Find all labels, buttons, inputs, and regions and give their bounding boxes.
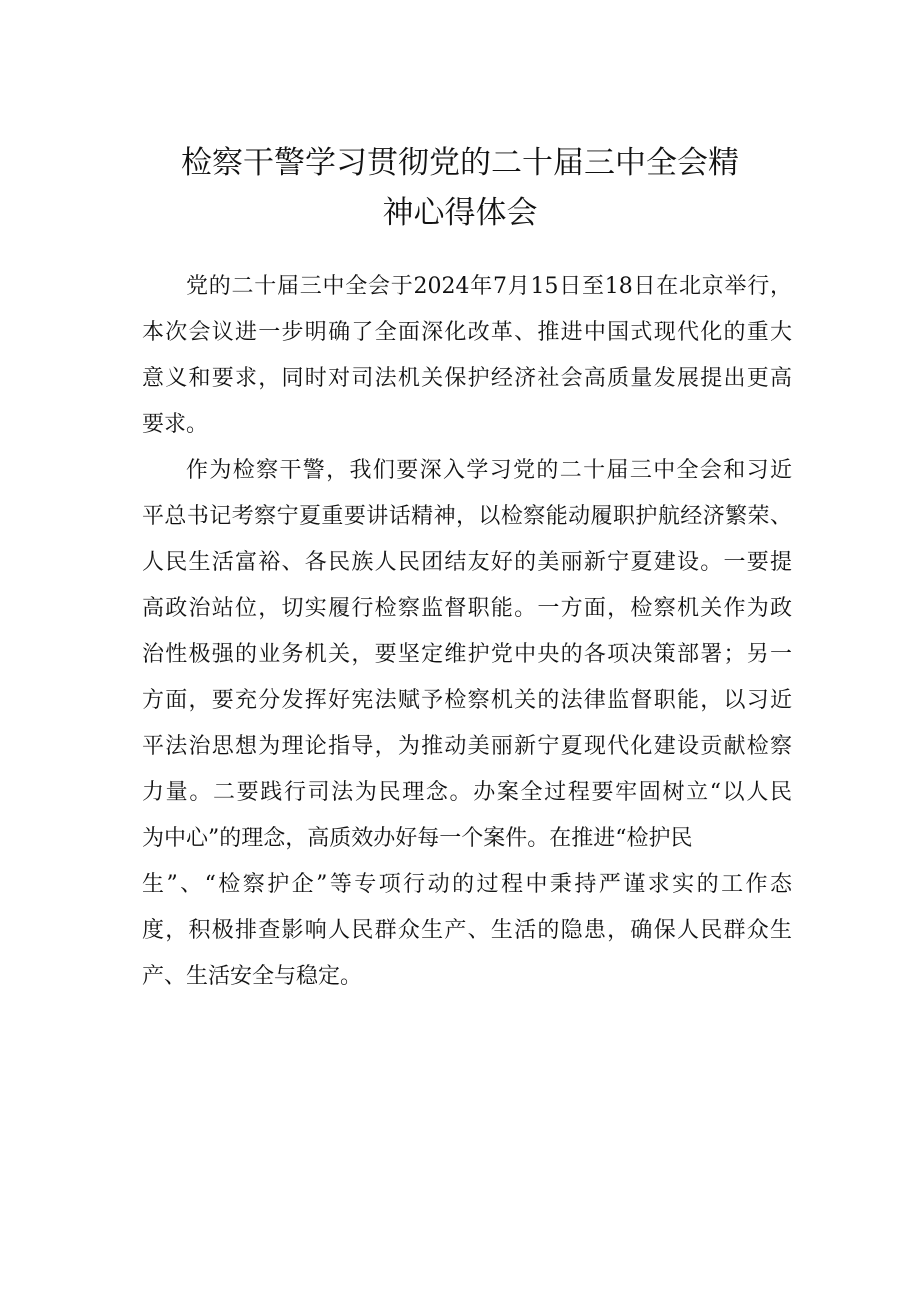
- paragraph-1: [142, 264, 792, 448]
- paragraph-2: [142, 448, 792, 1000]
- paragraph-line: 为中心”的理念，高质效办好每一个案件。在推进“检护民: [142, 826, 693, 851]
- paragraph-line: 人民生活富裕、各民族人民团结友好的美丽新宁夏建设。一要提: [142, 550, 792, 575]
- document-body: [142, 264, 792, 1000]
- paragraph-line: 党的二十届三中全会于2024年7月15日至18日在北京举行，: [186, 274, 792, 299]
- paragraph-line: 本次会议进一步明确了全面深化改革、推进中国式现代化的重大: [142, 320, 792, 345]
- paragraph-line: 方面，要充分发挥好宪法赋予检察机关的法律监督职能，以习近: [142, 688, 792, 713]
- paragraph-line: 力量。二要践行司法为民理念。办案全过程要牢固树立“以人民: [142, 780, 792, 805]
- paragraph-line: 平总书记考察宁夏重要讲话精神，以检察能动履职护航经济繁荣、: [142, 504, 792, 529]
- paragraph-line: 产、生活安全与稳定。: [142, 964, 363, 989]
- paragraph-line: 生”、“检察护企”等专项行动的过程中秉持严谨求实的工作态: [142, 872, 792, 897]
- document-title: [140, 138, 780, 238]
- paragraph-line: 高政治站位，切实履行检察监督职能。一方面，检察机关作为政: [142, 596, 792, 621]
- paragraph-line: 要求。: [142, 412, 209, 437]
- paragraph-line: 平法治思想为理论指导，为推动美丽新宁夏现代化建设贡献检察: [142, 734, 792, 759]
- title-line-1: 检察干警学习贯彻党的二十届三中全会精: [181, 145, 739, 181]
- paragraph-line: 意义和要求，同时对司法机关保护经济社会高质量发展提出更高: [142, 366, 792, 391]
- paragraph-line: 治性极强的业务机关，要坚定维护党中央的各项决策部署；另一: [142, 642, 792, 667]
- paragraph-line: 度，积极排查影响人民群众生产、生活的隐患，确保人民群众生: [142, 918, 792, 943]
- paragraph-line: 作为检察干警，我们要深入学习党的二十届三中全会和习近: [186, 458, 792, 483]
- title-line-2: 神心得体会: [382, 195, 538, 231]
